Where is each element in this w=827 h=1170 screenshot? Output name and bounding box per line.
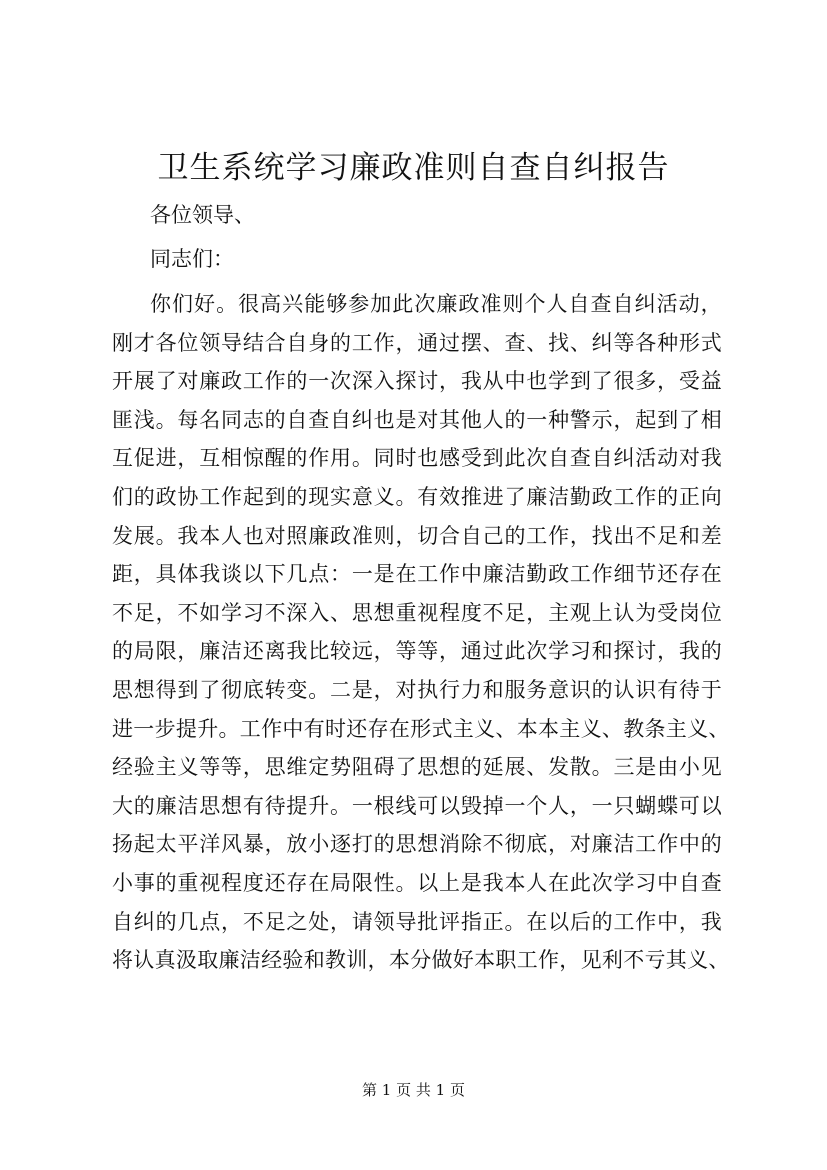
- body-line: 匪浅。每名同志的自查自纠也是对其他人的一种警示，起到了相: [112, 407, 722, 432]
- body-line: 发展。我本人也对照廉政准则，切合自己的工作，找出不足和差: [112, 523, 722, 548]
- body-paragraph: [112, 285, 730, 980]
- body-line: 距，具体我谈以下几点：一是在工作中廉洁勤政工作细节还存在: [112, 562, 722, 587]
- body-line: 自纠的几点，不足之处，请领导批评指正。在以后的工作中，我: [112, 909, 722, 934]
- body-line: 将认真汲取廉洁经验和教训，本分做好本职工作，见利不亏其义、: [112, 948, 730, 973]
- body-line: 经验主义等等，思维定势阻碍了思想的延展、发散。三是由小见: [112, 755, 722, 780]
- body-line: 小事的重视程度还存在局限性。以上是我本人在此次学习中自查: [112, 870, 722, 895]
- page-footer: 第 1 页 共 1 页: [362, 1081, 465, 1099]
- body-line: 不足，不如学习不深入、思想重视程度不足，主观上认为受岗位: [112, 600, 722, 625]
- body-line: 的局限，廉洁还离我比较远，等等，通过此次学习和探讨，我的: [112, 639, 722, 664]
- body-line: 刚才各位领导结合自身的工作，通过摆、查、找、纠等各种形式: [112, 330, 722, 355]
- body-line: 们的政协工作起到的现实意义。有效推进了廉洁勤政工作的正向: [112, 484, 722, 509]
- body-line: 互促进，互相惊醒的作用。同时也感受到此次自查自纠活动对我: [112, 446, 722, 471]
- body-line: 进一步提升。工作中有时还存在形式主义、本本主义、教条主义、: [112, 716, 730, 741]
- body-line: 思想得到了彻底转变。二是，对执行力和服务意识的认识有待于: [112, 677, 722, 702]
- body-line: 你们好。很高兴能够参加此次廉政准则个人自查自纠活动，: [150, 292, 722, 316]
- body-line: 大的廉洁思想有待提升。一根线可以毁掉一个人，一只蝴蝶可以: [112, 793, 722, 818]
- document-title: 卫生系统学习廉政准则自查自纠报告: [157, 150, 670, 186]
- body-line: 扬起太平洋风暴，放小逐打的思想消除不彻底，对廉洁工作中的: [112, 832, 722, 857]
- body-line: 开展了对廉政工作的一次深入探讨，我从中也学到了很多，受益: [112, 369, 722, 394]
- salutation-leaders: 各位领导、: [150, 203, 255, 227]
- salutation-comrades: 同志们：: [150, 247, 234, 271]
